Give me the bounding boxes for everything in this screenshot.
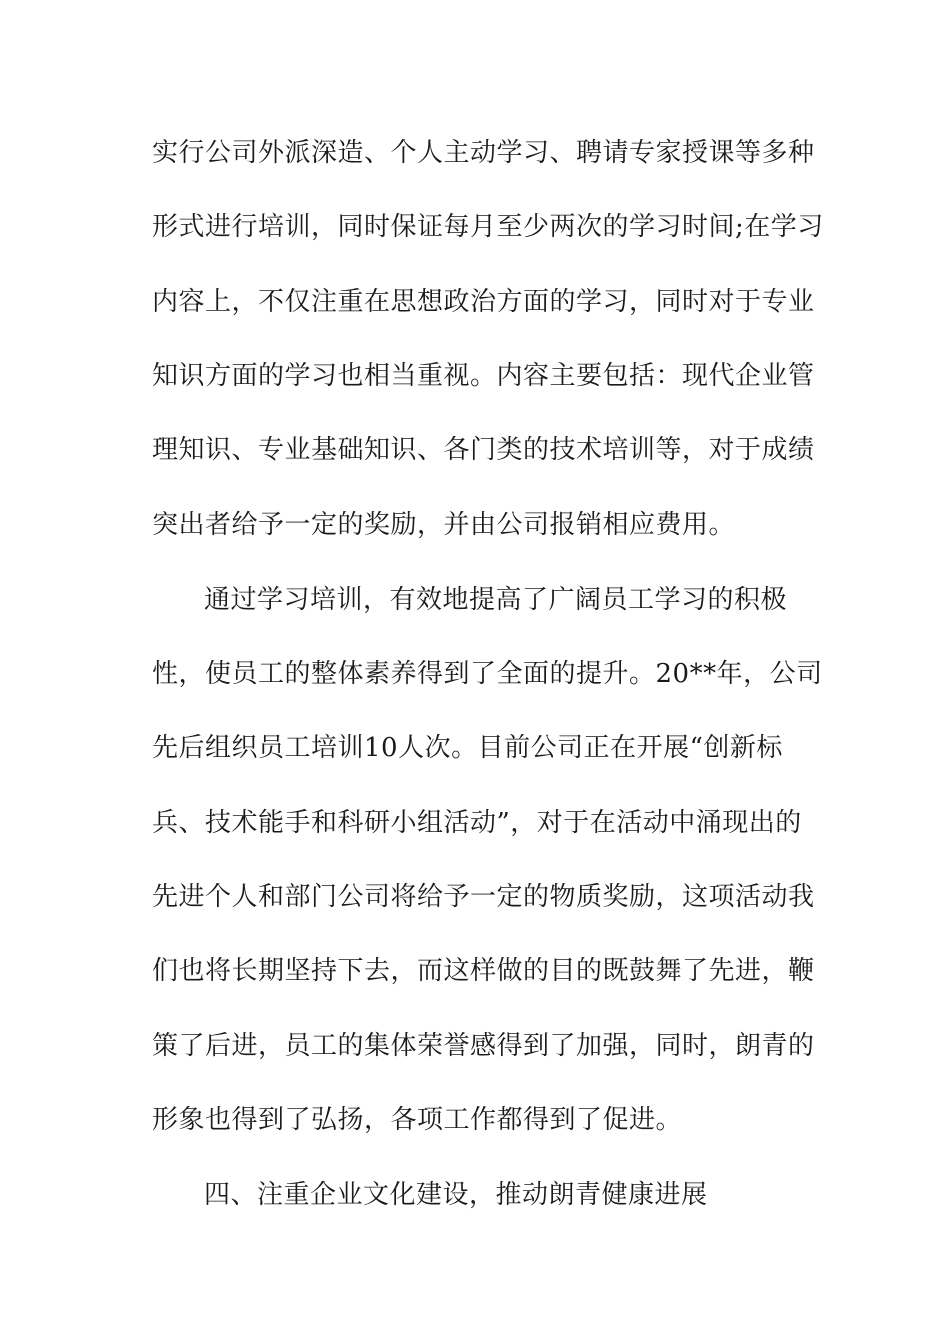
text-line-12: 们也将长期坚持下去，而这样做的目的既鼓舞了先进，鞭 bbox=[152, 956, 815, 986]
text-line-2: 形式进行培训，同时保证每月至少两次的学习时间;在学习 bbox=[152, 212, 824, 242]
text-line-13: 策了后进，员工的集体荣誉感得到了加强，同时，朗青的 bbox=[152, 1031, 815, 1061]
text-line-10: 兵、技术能手和科研小组活动”，对于在活动中涌现出的 bbox=[152, 808, 802, 838]
text-line-6: 突出者给予一定的奖励，并由公司报销相应费用。 bbox=[152, 510, 736, 540]
text-line-9: 先后组织员工培训10人次。目前公司正在开展“创新标 bbox=[152, 733, 783, 763]
text-line-3: 内容上，不仅注重在思想政治方面的学习，同时对于专业 bbox=[152, 287, 815, 317]
text-line-1: 实行公司外派深造、个人主动学习、聘请专家授课等多种 bbox=[152, 138, 815, 168]
text-line-5: 理知识、专业基础知识、各门类的技术培训等，对于成绩 bbox=[152, 435, 815, 465]
text-line-11: 先进个人和部门公司将给予一定的物质奖励，这项活动我 bbox=[152, 882, 815, 912]
text-line-14: 形象也得到了弘扬，各项工作都得到了促进。 bbox=[152, 1105, 683, 1135]
text-line-7: 通过学习培训，有效地提高了广阔员工学习的积极 bbox=[204, 585, 788, 615]
text-line-8: 性，使员工的整体素养得到了全面的提升。20**年，公司 bbox=[152, 659, 823, 689]
section-heading: 四、注重企业文化建设，推动朗青健康进展 bbox=[204, 1180, 708, 1210]
text-line-4: 知识方面的学习也相当重视。内容主要包括：现代企业管 bbox=[152, 361, 815, 391]
